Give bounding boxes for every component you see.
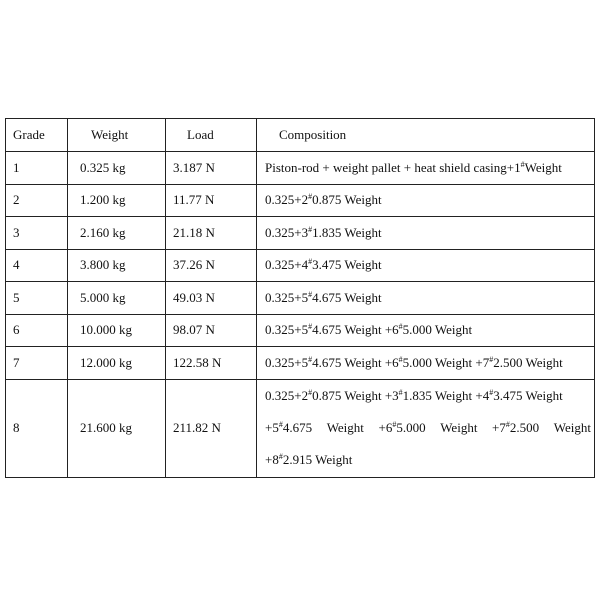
cell-load: 3.187 N [166, 152, 257, 185]
table-row [6, 217, 595, 250]
cell-grade: 2 [6, 184, 68, 217]
cell-composition [257, 379, 595, 477]
cell-load: 11.77 N [166, 184, 257, 217]
cell-grade: 3 [6, 217, 68, 250]
table-row [6, 249, 595, 282]
header-load: Load [166, 119, 257, 152]
cell-load: 37.26 N [166, 249, 257, 282]
composition-line: +5#4.675 Weight +6#5.000 Weight +7#2.500 Weight [265, 420, 591, 435]
header-composition: Composition [257, 119, 595, 152]
cell-weight: 5.000 kg [68, 282, 166, 315]
cell-weight: 1.200 kg [68, 184, 166, 217]
composition-line: +8#2.915 Weight [265, 452, 353, 467]
cell-weight: 2.160 kg [68, 217, 166, 250]
weight-composition-table [5, 118, 595, 478]
table-row [6, 282, 595, 315]
cell-weight: 10.000 kg [68, 314, 166, 347]
cell-grade: 4 [6, 249, 68, 282]
cell-composition: Piston-rod + weight pallet + heat shield casing+1#Weight [257, 152, 595, 185]
cell-weight: 21.600 kg [68, 379, 166, 477]
table-row [6, 379, 595, 477]
composition-table-container [5, 118, 594, 478]
composition-line: 0.325+2#0.875 Weight +3#1.835 Weight +4#3.475 Weight [265, 388, 563, 403]
table-row [6, 314, 595, 347]
header-weight: Weight [68, 119, 166, 152]
cell-weight: 12.000 kg [68, 347, 166, 380]
table-row [6, 152, 595, 185]
cell-load: 122.58 N [166, 347, 257, 380]
cell-grade: 7 [6, 347, 68, 380]
cell-load: 21.18 N [166, 217, 257, 250]
cell-composition: 0.325+4#3.475 Weight [257, 249, 595, 282]
cell-grade: 6 [6, 314, 68, 347]
cell-load: 211.82 N [166, 379, 257, 477]
cell-load: 49.03 N [166, 282, 257, 315]
cell-load: 98.07 N [166, 314, 257, 347]
cell-composition: 0.325+5#4.675 Weight +6#5.000 Weight +7#2.500 Weight [257, 347, 595, 380]
cell-composition: 0.325+5#4.675 Weight +6#5.000 Weight [257, 314, 595, 347]
header-grade: Grade [6, 119, 68, 152]
table-header-row [6, 119, 595, 152]
cell-grade: 8 [6, 379, 68, 477]
table-row [6, 184, 595, 217]
cell-grade: 1 [6, 152, 68, 185]
table-row [6, 347, 595, 380]
cell-grade: 5 [6, 282, 68, 315]
cell-composition: 0.325+2#0.875 Weight [257, 184, 595, 217]
cell-weight: 0.325 kg [68, 152, 166, 185]
cell-composition: 0.325+5#4.675 Weight [257, 282, 595, 315]
cell-weight: 3.800 kg [68, 249, 166, 282]
cell-composition: 0.325+3#1.835 Weight [257, 217, 595, 250]
